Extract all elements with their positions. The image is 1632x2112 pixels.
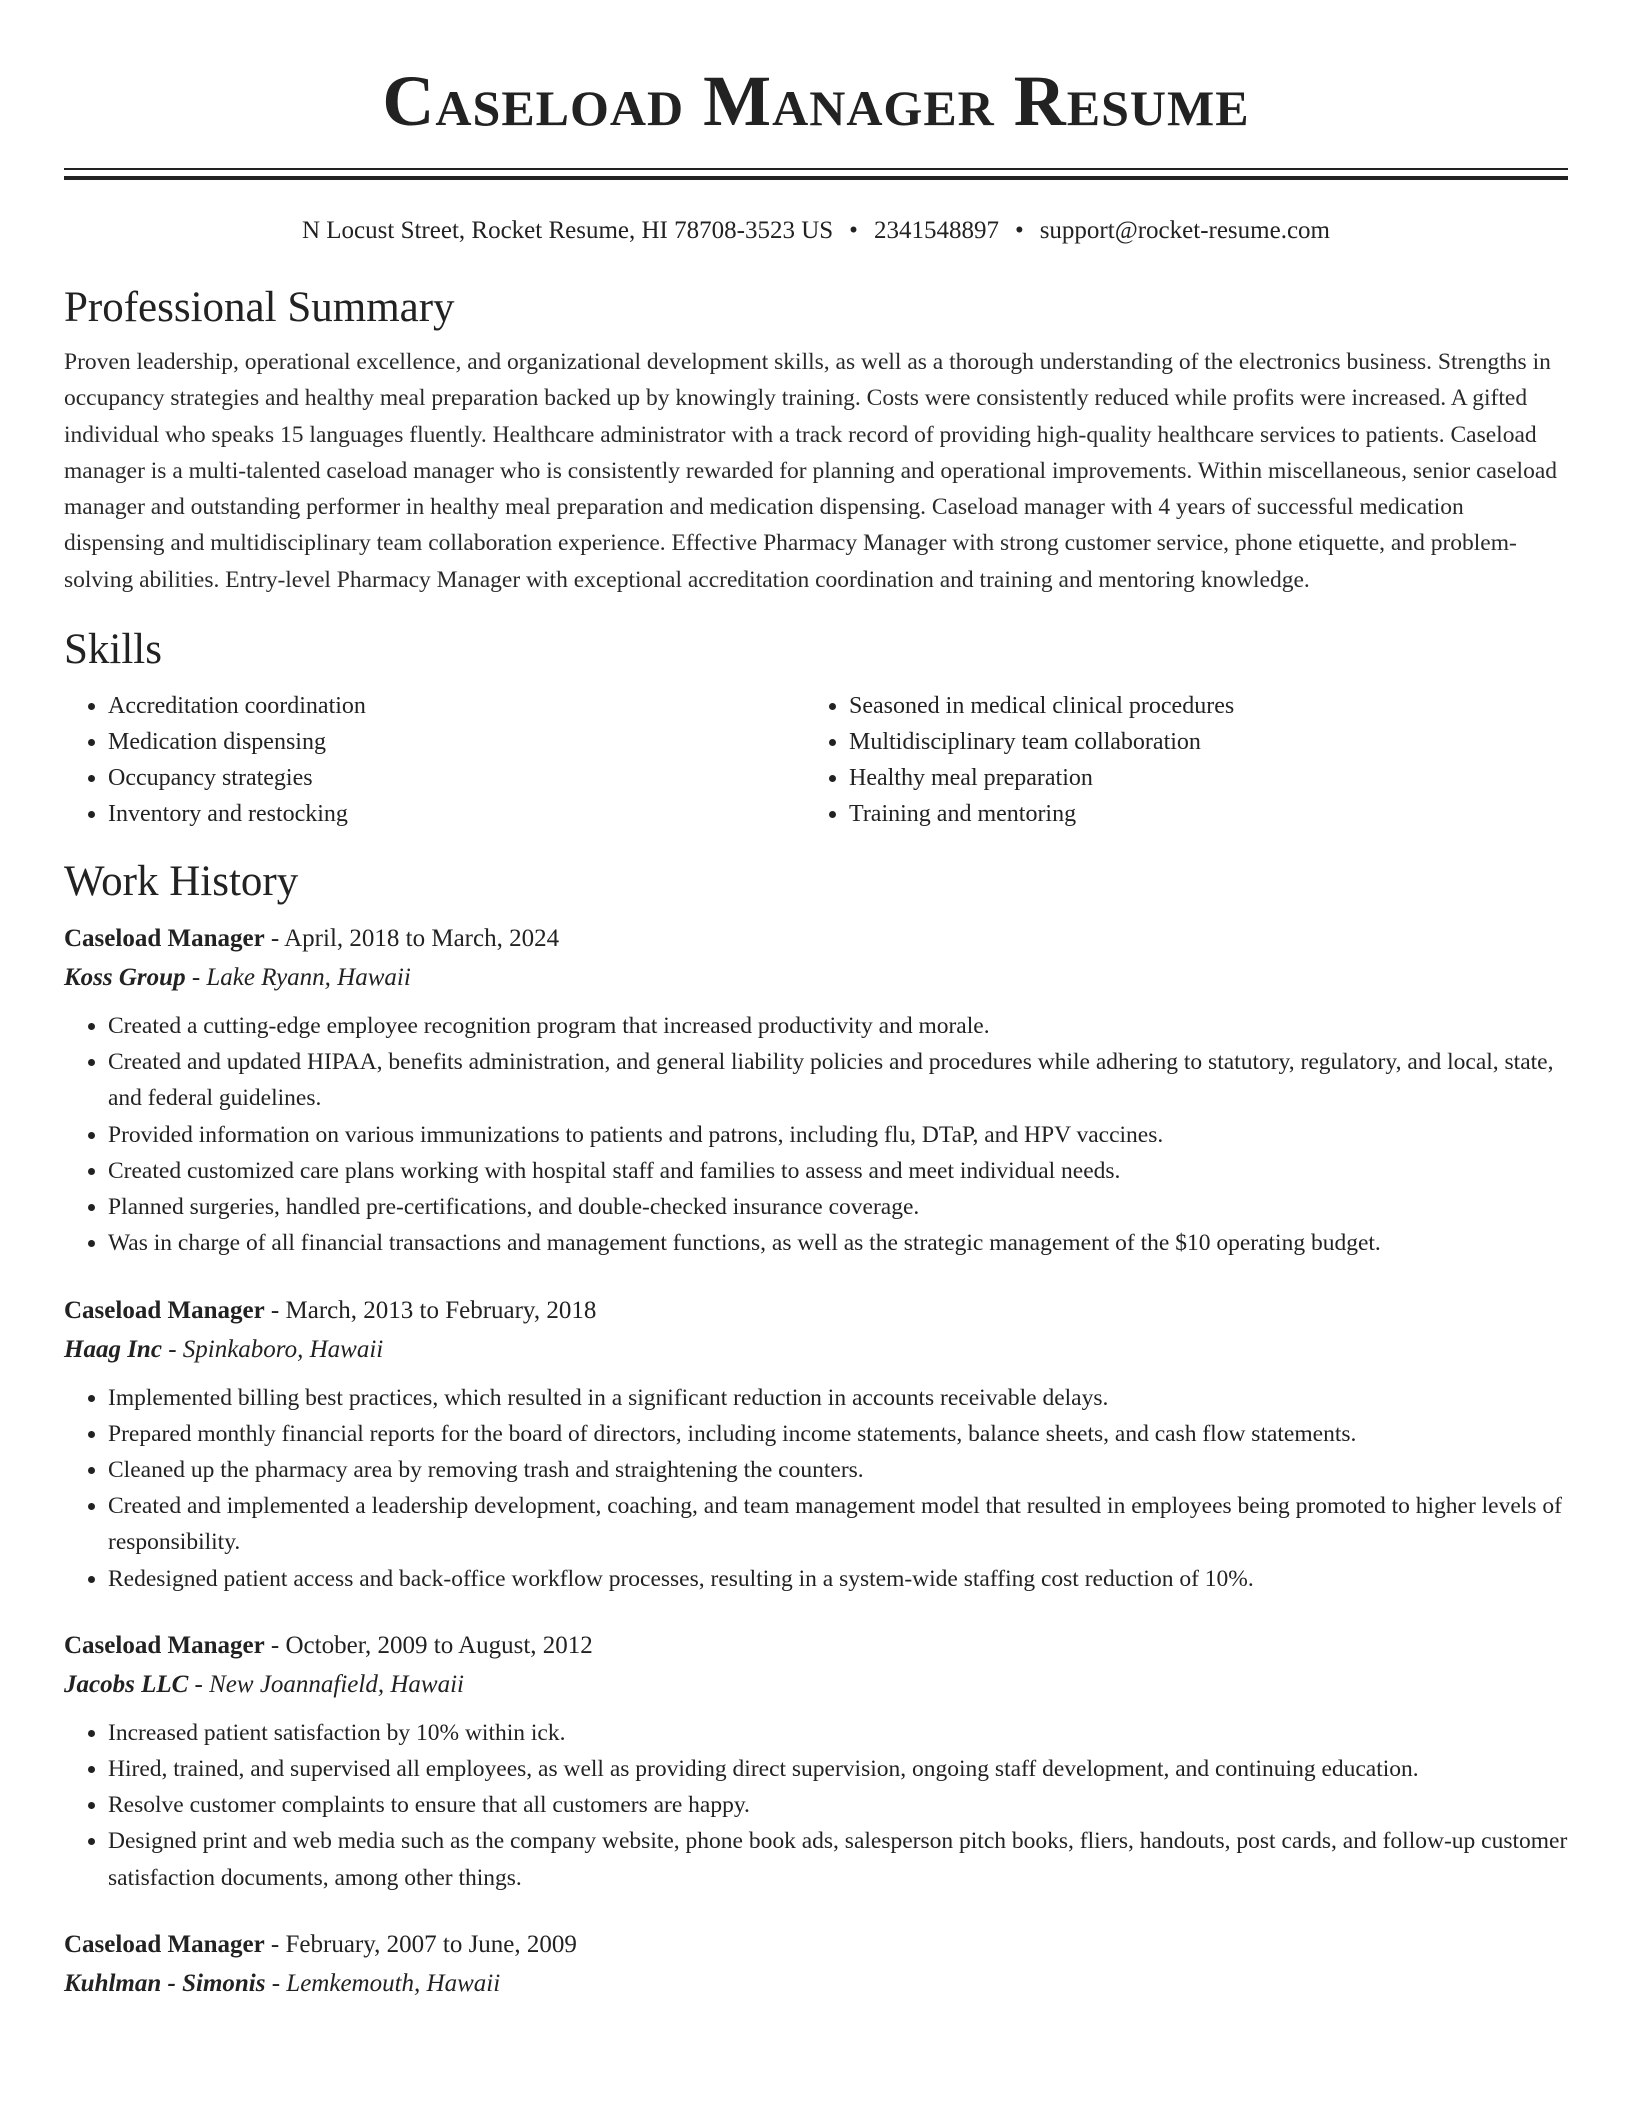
job-entry [64, 1926, 1568, 2004]
job-bullets [64, 1715, 1568, 1896]
skill-item: • Occupancy strategies [108, 760, 805, 796]
contact-line [64, 214, 1568, 248]
job-dates: - February, 2007 to June, 2009 [264, 1930, 577, 1958]
skill-item: • Medication dispensing [108, 724, 805, 760]
job-employer [64, 1330, 1568, 1370]
job-bullet: • Prepared monthly financial reports for the board of directors, including income statements, balance sheets, and cash flow statements. [108, 1416, 1568, 1452]
job-location: - Lake Ryann, Hawaii [185, 964, 411, 992]
job-employer [64, 1964, 1568, 2004]
job-bullet: • Planned surgeries, handled pre-certifications, and double-checked insurance coverage. [108, 1189, 1568, 1225]
job-title: Caseload Manager [64, 1930, 265, 1958]
job-entry [64, 1292, 1568, 1597]
skill-item: • Training and mentoring [849, 796, 1560, 832]
skill-item: • Multidisciplinary team collaboration [849, 724, 1560, 760]
job-location: - Spinkaboro, Hawaii [161, 1335, 384, 1363]
title-divider [64, 168, 1568, 180]
work-history-heading: Work History [64, 858, 299, 906]
contact-phone: 2341548897 [873, 217, 999, 244]
contact-email: support@rocket-resume.com [1039, 217, 1330, 244]
job-bullet: • Increased patient satisfaction by 10% within ick. [108, 1715, 1568, 1751]
job-dates: - March, 2013 to February, 2018 [264, 1296, 597, 1324]
job-entry [64, 1627, 1568, 1896]
job-bullet: • Created and implemented a leadership development, coaching, and team management model that resulted in employees being promoted to higher levels of responsibility. [108, 1488, 1568, 1560]
job-title: Caseload Manager [64, 925, 265, 953]
job-header [64, 1926, 1568, 1964]
skill-item: • Healthy meal preparation [849, 760, 1560, 796]
job-bullet: • Designed print and web media such as the company website, phone book ads, salesperson pitch books, fliers, handouts, post cards, and follow-up customer satisfaction documents, among other things. [108, 1823, 1568, 1895]
job-bullet: • Created a cutting-edge employee recognition program that increased productivity and morale. [108, 1008, 1568, 1044]
summary-text: Proven leadership, operational excellence, and organizational development skills, as well as a thorough understanding of the electronics business. Strengths in occupancy strategies and healthy meal preparation backed up by knowingly training. Costs were consistently reduced while profits were increased. A gifted individual who speaks 15 languages fluently. Healthcare administrator with a track record of providing high-quality healthcare services to patients. Caseload manager is a multi-talented caseload manager who is consistently rewarded for planning and operational improvements. Within miscellaneous, senior caseload manager and outstanding performer in healthy meal preparation and medication dispensing. Caseload manager with 4 years of successful medication dispensing and multidisciplinary team collaboration experience. Effective Pharmacy Manager with strong customer service, phone etiquette, and problem-solving abilities. Entry-level Pharmacy Manager with exceptional accreditation coordination and training and mentoring knowledge. [64, 349, 1558, 593]
skill-item: • Seasoned in medical clinical procedures [849, 688, 1560, 724]
job-bullet: • Cleaned up the pharmacy area by removing trash and straightening the counters. [108, 1452, 1568, 1488]
contact-separator: • [1014, 217, 1024, 244]
job-header [64, 1292, 1568, 1330]
job-location: - New Joannafield, Hawaii [188, 1670, 464, 1698]
job-bullet: • Implemented billing best practices, which resulted in a significant reduction in accounts receivable delays. [108, 1380, 1568, 1416]
job-bullets [64, 1380, 1568, 1597]
job-bullet: • Created and updated HIPAA, benefits administration, and general liability policies and procedures while adhering to statutory, regulatory, and local, state, and federal guidelines. [108, 1044, 1568, 1116]
job-location: - Lemkemouth, Hawaii [265, 1969, 501, 1997]
job-bullet: • Redesigned patient access and back-office workflow processes, resulting in a system-wide staffing cost reduction of 10%. [108, 1561, 1568, 1597]
job-employer [64, 958, 1568, 998]
job-entry [64, 920, 1568, 1261]
job-header [64, 1627, 1568, 1665]
job-company: Kuhlman - Simonis [64, 1969, 266, 1997]
job-bullet: • Provided information on various immunizations to patients and patrons, including flu, DTaP, and HPV vaccines. [108, 1117, 1568, 1153]
skills-column-left [64, 688, 805, 832]
contact-address: N Locust Street, Rocket Resume, HI 78708-3523 US [301, 217, 834, 244]
contact-separator: • [849, 217, 858, 244]
skills-list [64, 688, 1568, 832]
skill-item: • Inventory and restocking [108, 796, 805, 832]
job-bullet: • Resolve customer complaints to ensure that all customers are happy. [108, 1787, 1568, 1823]
skill-item: • Accreditation coordination [108, 688, 805, 724]
job-dates: - April, 2018 to March, 2024 [264, 925, 560, 953]
job-bullet: • Hired, trained, and supervised all employees, as well as providing direct supervision, ongoing staff development, and continuing education. [108, 1751, 1568, 1787]
job-header [64, 920, 1568, 958]
job-title: Caseload Manager [64, 1296, 265, 1324]
job-title: Caseload Manager [64, 1631, 265, 1659]
job-dates: - October, 2009 to August, 2012 [264, 1631, 593, 1659]
job-bullet: • Created customized care plans working with hospital staff and families to assess and meet individual needs. [108, 1153, 1568, 1189]
skills-column-right [805, 688, 1560, 832]
job-employer [64, 1665, 1568, 1705]
job-company: Haag Inc [64, 1335, 162, 1363]
skills-heading: Skills [64, 626, 162, 674]
job-bullets [64, 1008, 1568, 1261]
page-title: Caseload Manager Resume [382, 61, 1250, 141]
summary-heading: Professional Summary [64, 284, 455, 331]
job-company: Jacobs LLC [64, 1670, 189, 1698]
job-company: Koss Group [64, 964, 186, 992]
job-bullet: • Was in charge of all financial transactions and management functions, as well as the strategic management of the $10 operating budget. [108, 1225, 1568, 1261]
